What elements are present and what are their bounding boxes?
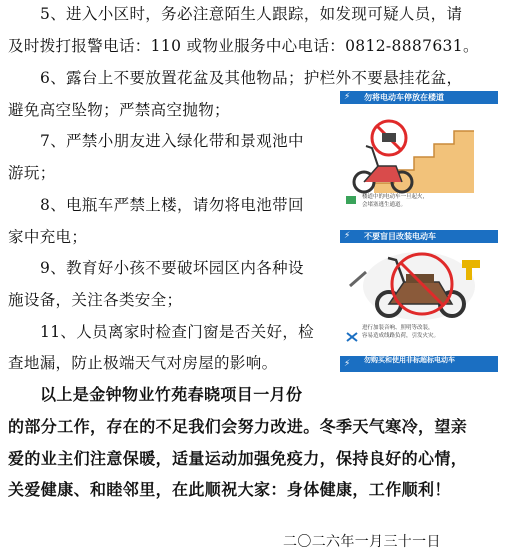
text-line-1: 5、进入小区时，务必注意陌生人跟踪，如发现可疑人员，请 [40,5,463,23]
text-line-7: 8、电瓶车严禁上楼，请勿将电池带回 [40,196,304,214]
caption-2a: 进行加装音响、照明等改装， [362,325,434,331]
scooter-modification-illustration [344,246,494,324]
caption-1a: 楼道中的电动车一旦起火， [362,194,429,200]
text-line-10: 施设备，关注各类安全； [8,291,183,309]
poster-header-parking-text: 勿将电动车停放在楼道 [364,93,444,102]
poster-header-modify [340,230,498,243]
bolt-icon: ⚡ [344,359,351,369]
ebike-safety-poster [340,88,498,374]
text-line-9: 9、教育好小孩不要破坏园区内各种设 [40,259,304,277]
caption-1b: 会堵塞逃生通道。 [362,202,407,208]
poster-header-modify-text: 不要盲目改装电动车 [364,232,436,241]
text-line-12: 查地漏，防止极端天气对房屋的影响。 [8,354,278,372]
text-line-4: 避免高空坠物；严禁高空抛物； [8,101,230,119]
closing-line-4: 关爱健康、和睦邻里，在此顺祝大家：身体健康，工作顺利！ [8,480,451,499]
fire-escape-caption-icon [346,196,356,204]
poster-header-parking [340,91,498,104]
no-entry-icon [372,121,406,155]
caption-2b: 容易造成线路负荷，引发火灾。 [362,333,440,339]
date-line: 二〇二六年一月三十一日 [283,534,441,550]
poster-header-standard-text: 勿购买和使用非标超标电动车 [364,356,455,364]
closing-line-3: 爱的业主们注意保暖，适量运动加强免疫力，保持良好的心情， [8,449,468,468]
tools-icon [346,327,358,337]
bolt-icon: ⚡ [344,92,351,102]
text-line-3: 6、露台上不要放置花盆及其他物品；护栏外不要悬挂花盆， [40,69,463,87]
text-line-2: 及时拨打报警电话：110 或物业服务中心电话：0812-8887631。 [8,37,479,55]
stairs-scooter-illustration [344,108,494,198]
text-line-6: 游玩； [8,164,56,182]
text-line-8: 家中充电； [8,228,88,246]
closing-line-2: 的部分工作，存在的不足我们会努力改进。冬季天气寒冷，望亲 [8,417,468,436]
text-line-11: 11、人员离家时检查门窗是否关好，检 [40,323,315,341]
text-line-5: 7、严禁小朋友进入绿化带和景观池中 [40,132,304,150]
closing-line-1: 以上是金钟物业竹苑春晓项目一月份 [40,385,303,404]
poster-header-standard [340,356,498,372]
bolt-icon: ⚡ [344,231,351,241]
